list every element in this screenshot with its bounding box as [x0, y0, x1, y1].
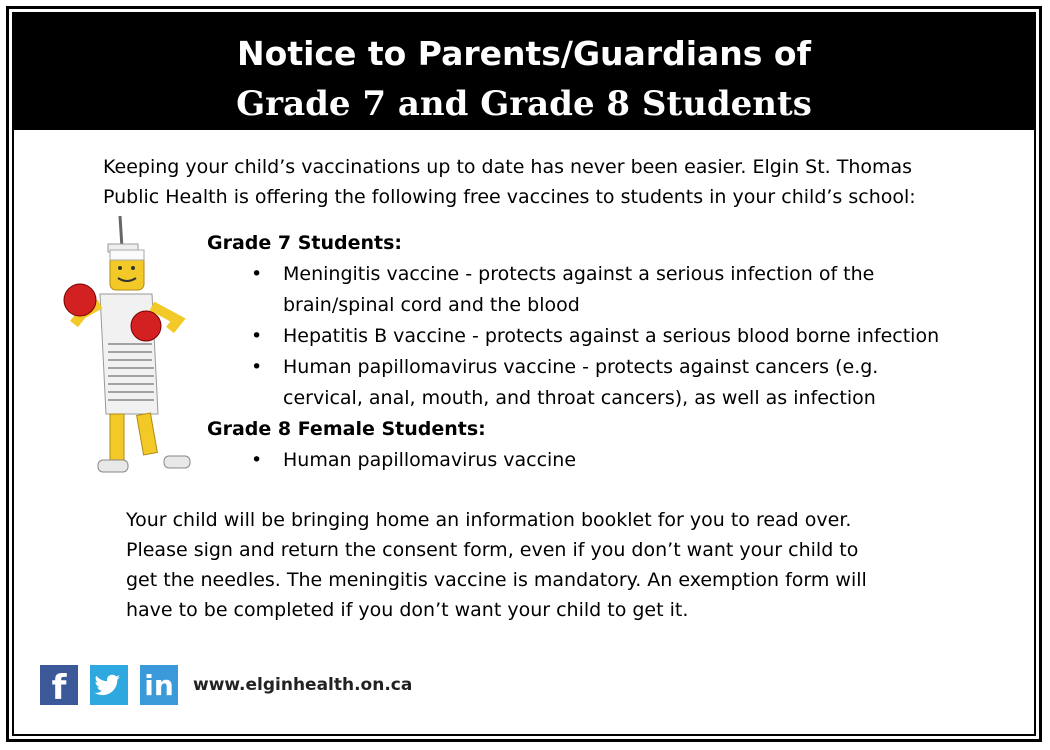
twitter-bird-icon — [90, 665, 128, 705]
intro-paragraph — [103, 152, 1003, 212]
list-item — [207, 352, 1007, 414]
linkedin-icon[interactable]: in — [140, 665, 178, 705]
bullet-icon: • — [251, 325, 263, 347]
grade7-list — [207, 259, 1007, 414]
closing-line: Please sign and return the consent form, even if you don’t want your child to — [126, 539, 859, 561]
closing-paragraph — [126, 505, 946, 625]
closing-line: Your child will be bringing home an information booklet for you to read over. — [126, 509, 852, 531]
list-item-line: Meningitis vaccine - protects against a serious infection of the — [283, 263, 875, 285]
list-item — [207, 445, 1007, 476]
list-item — [207, 321, 1007, 352]
syringe-mascot-image — [60, 214, 200, 482]
list-item — [207, 259, 1007, 321]
list-item-line: Human papillomavirus vaccine - protects against cancers (e.g. — [283, 356, 879, 378]
bullet-icon: • — [251, 263, 263, 285]
intro-line: Keeping your child’s vaccinations up to date has never been easier. Elgin St. Thomas — [103, 156, 913, 178]
bullet-icon: • — [251, 356, 263, 378]
grade7-heading: Grade 7 Students: — [207, 232, 403, 254]
closing-line: have to be completed if you don’t want your child to get it. — [126, 599, 689, 621]
intro-line: Public Health is offering the following free vaccines to students in your child’s school: — [103, 186, 916, 208]
facebook-icon[interactable]: f — [40, 665, 78, 705]
bullet-icon: • — [251, 449, 263, 471]
list-item-line: brain/spinal cord and the blood — [283, 294, 580, 316]
website-link[interactable]: www.elginhealth.on.ca — [193, 675, 413, 695]
grade8-list — [207, 445, 1007, 476]
list-item-line: Hepatitis B vaccine - protects against a serious blood borne infection — [283, 325, 940, 347]
notice-header — [12, 12, 1036, 130]
closing-line: get the needles. The meningitis vaccine is mandatory. An exemption form will — [126, 569, 867, 591]
list-item-line: Human papillomavirus vaccine — [283, 449, 577, 471]
header-title-line2: Grade 7 and Grade 8 Students — [236, 84, 812, 124]
grade8-heading: Grade 8 Female Students: — [207, 418, 486, 440]
vaccine-list — [207, 228, 1007, 476]
twitter-icon[interactable] — [90, 665, 128, 705]
header-title-line1: Notice to Parents/Guardians of — [237, 34, 811, 73]
list-item-line: cervical, anal, mouth, and throat cancers), as well as infection — [283, 387, 876, 409]
